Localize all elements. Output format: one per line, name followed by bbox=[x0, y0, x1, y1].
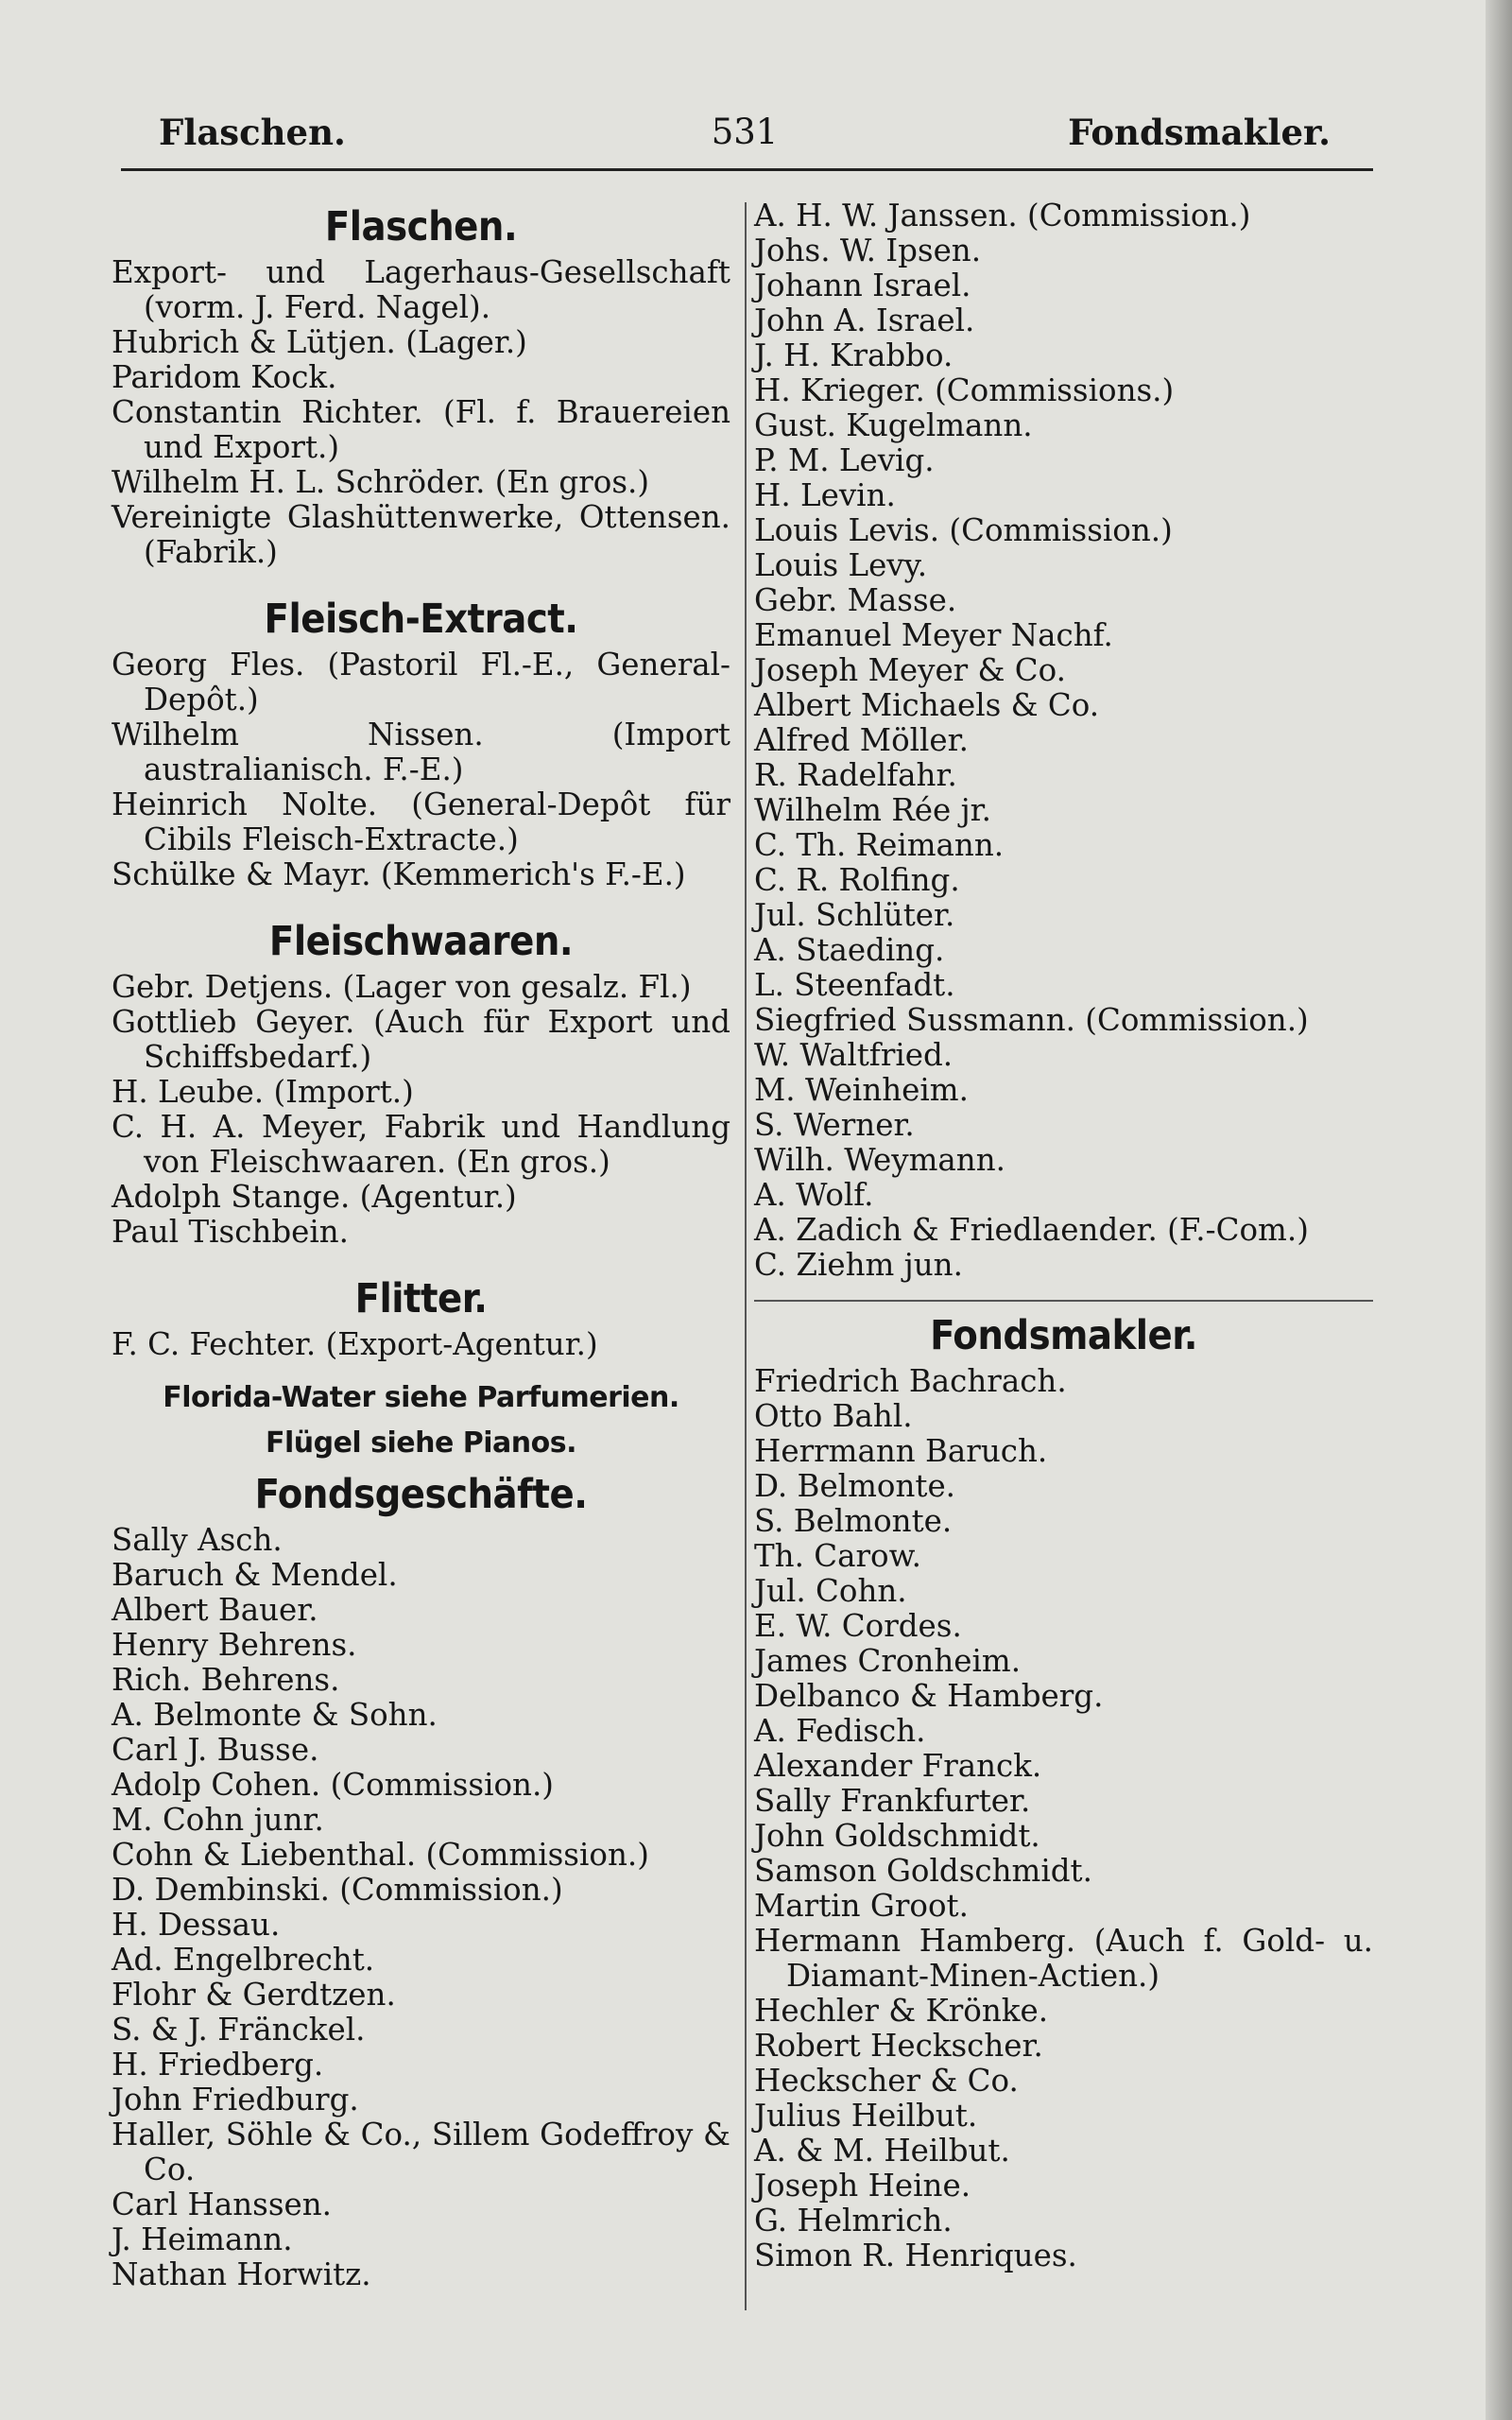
directory-entry: W. Waltfried. bbox=[754, 1037, 954, 1073]
directory-entry: S. & J. Fränckel. bbox=[112, 2012, 366, 2048]
spacer bbox=[112, 1362, 730, 1375]
directory-entry: Louis Levis. (Commission.) bbox=[754, 512, 1173, 548]
directory-entry: Robert Heckscher. bbox=[754, 2028, 1043, 2064]
directory-entry: Wilhelm H. L. Schröder. (En gros.) bbox=[112, 464, 650, 500]
directory-entry: Herrmann Baruch. bbox=[754, 1433, 1048, 1469]
directory-entry: A. H. W. Janssen. (Commission.) bbox=[754, 198, 1251, 233]
directory-entry: E. W. Cordes. bbox=[754, 1608, 962, 1644]
directory-entry: Sally Asch. bbox=[112, 1522, 283, 1558]
running-header bbox=[121, 112, 1368, 168]
directory-entry: Martin Groot. bbox=[754, 1888, 969, 1924]
directory-entry: Hubrich & Lütjen. (Lager.) bbox=[112, 324, 527, 360]
directory-entry: Rich. Behrens. bbox=[112, 1662, 340, 1698]
directory-entry: Simon R. Henriques. bbox=[754, 2238, 1077, 2273]
directory-entry: Carl Hanssen. bbox=[112, 2187, 333, 2222]
directory-entry: L. Steenfadt. bbox=[754, 967, 955, 1003]
right-column bbox=[754, 199, 1373, 2273]
directory-entry: Ad. Engelbrecht. bbox=[112, 1942, 375, 1978]
directory-entry: A. Wolf. bbox=[754, 1177, 874, 1213]
directory-entry: A. Belmonte & Sohn. bbox=[112, 1697, 438, 1733]
list-fondsgeschaefte bbox=[112, 1523, 730, 2292]
directory-entry: A. Fedisch. bbox=[754, 1713, 926, 1749]
directory-entry: Export- und Lagerhaus-Gesellschaft (vorm. J. Ferd. Nagel). bbox=[112, 254, 730, 325]
directory-entry: Gebr. Detjens. (Lager von gesalz. Fl.) bbox=[112, 969, 692, 1005]
left-column bbox=[112, 199, 730, 2292]
directory-entry: Schülke & Mayr. (Kemmerich's F.-E.) bbox=[112, 856, 686, 892]
directory-entry: R. Radelfahr. bbox=[754, 757, 957, 793]
directory-entry: D. Belmonte. bbox=[754, 1468, 956, 1504]
directory-entry: C. H. A. Meyer, Fabrik und Handlung von Fleischwaaren. (En gros.) bbox=[112, 1109, 730, 1180]
directory-entry: Joseph Heine. bbox=[754, 2168, 971, 2204]
directory-entry: H. Friedberg. bbox=[112, 2047, 324, 2083]
page-edge bbox=[1486, 0, 1512, 2420]
directory-entry: Hermann Hamberg. (Auch f. Gold- u. Diamant-Minen-Actien.) bbox=[754, 1923, 1373, 1994]
list-fondsgeschaefte-continued bbox=[754, 199, 1373, 1283]
directory-entry: D. Dembinski. (Commission.) bbox=[112, 1872, 563, 1908]
directory-entry: Henry Behrens. bbox=[112, 1627, 357, 1663]
section-title-flaschen: Flaschen. bbox=[324, 203, 518, 251]
directory-entry: Paridom Kock. bbox=[112, 359, 337, 395]
directory-entry: Alfred Möller. bbox=[754, 722, 969, 758]
directory-entry: Emanuel Meyer Nachf. bbox=[754, 617, 1113, 653]
directory-entry: Georg Fles. (Pastoril Fl.-E., General-Depôt.) bbox=[112, 647, 730, 717]
spacer bbox=[112, 1250, 730, 1270]
cross-reference-fluegel: Flügel siehe Pianos. bbox=[265, 1426, 577, 1460]
directory-entry: H. Krieger. (Commissions.) bbox=[754, 372, 1175, 408]
section-title-fleischwaaren: Fleischwaaren. bbox=[268, 918, 574, 965]
cross-reference-florida-water: Florida-Water siehe Parfumerien. bbox=[163, 1381, 679, 1414]
directory-entry: C. Th. Reimann. bbox=[754, 827, 1005, 863]
directory-entry: M. Cohn junr. bbox=[112, 1802, 324, 1838]
directory-entry: Hechler & Krönke. bbox=[754, 1993, 1049, 2029]
directory-entry: Th. Carow. bbox=[754, 1538, 921, 1574]
directory-entry: H. Levin. bbox=[754, 477, 896, 513]
directory-entry: Jul. Cohn. bbox=[754, 1573, 907, 1609]
directory-entry: Alexander Franck. bbox=[754, 1748, 1042, 1784]
directory-entry: H. Dessau. bbox=[112, 1907, 281, 1943]
directory-entry: A. Staeding. bbox=[754, 932, 945, 968]
directory-entry: Wilhelm Rée jr. bbox=[754, 792, 991, 828]
directory-entry: Siegfried Sussmann. (Commission.) bbox=[754, 1002, 1309, 1038]
directory-entry: Paul Tischbein. bbox=[112, 1214, 350, 1250]
column-divider bbox=[745, 202, 747, 2310]
directory-entry: Friedrich Bachrach. bbox=[754, 1363, 1067, 1399]
spacer bbox=[112, 892, 730, 913]
directory-entry: A. & M. Heilbut. bbox=[754, 2133, 1010, 2169]
header-right-keyword: Fondsmakler. bbox=[1068, 112, 1331, 153]
directory-entry: A. Zadich & Friedlaender. (F.-Com.) bbox=[754, 1212, 1309, 1248]
directory-entry: James Cronheim. bbox=[754, 1643, 1022, 1679]
directory-entry: S. Werner. bbox=[754, 1107, 915, 1143]
directory-entry: Albert Michaels & Co. bbox=[754, 687, 1100, 723]
directory-entry: J. Heimann. bbox=[112, 2221, 293, 2257]
directory-entry: C. R. Rolfing. bbox=[754, 862, 960, 898]
directory-entry: S. Belmonte. bbox=[754, 1503, 953, 1539]
directory-entry: H. Leube. (Import.) bbox=[112, 1074, 414, 1110]
section-title-fleisch-extract: Fleisch-Extract. bbox=[264, 596, 578, 643]
directory-entry: Gebr. Masse. bbox=[754, 582, 957, 618]
directory-entry: Jul. Schlüter. bbox=[754, 897, 955, 933]
directory-entry: Constantin Richter. (Fl. f. Brauereien und Export.) bbox=[112, 394, 730, 465]
list-fleischwaaren bbox=[112, 970, 730, 1250]
directory-entry: F. C. Fechter. (Export-Agentur.) bbox=[112, 1326, 598, 1362]
directory-entry: John Friedburg. bbox=[112, 2082, 359, 2118]
directory-entry: C. Ziehm jun. bbox=[754, 1247, 963, 1283]
header-rule bbox=[121, 168, 1373, 171]
directory-entry: John Goldschmidt. bbox=[754, 1818, 1040, 1854]
directory-entry: J. H. Krabbo. bbox=[754, 337, 954, 373]
section-title-fondsmakler: Fondsmakler. bbox=[930, 1312, 1197, 1359]
directory-entry: Adolph Stange. (Agentur.) bbox=[112, 1179, 517, 1215]
directory-entry: M. Weinheim. bbox=[754, 1072, 969, 1108]
directory-entry: Cohn & Liebenthal. (Commission.) bbox=[112, 1837, 649, 1873]
directory-entry: Flohr & Gerdtzen. bbox=[112, 1977, 396, 2013]
directory-entry: Wilh. Weymann. bbox=[754, 1142, 1005, 1178]
directory-entry: Gust. Kugelmann. bbox=[754, 407, 1033, 443]
directory-entry: Albert Bauer. bbox=[112, 1592, 318, 1628]
section-title-flitter: Flitter. bbox=[354, 1275, 488, 1322]
list-flitter bbox=[112, 1327, 730, 1362]
page-number: 531 bbox=[711, 112, 779, 152]
directory-entry: Julius Heilbut. bbox=[754, 2098, 978, 2134]
list-fondsmakler bbox=[754, 1364, 1373, 2273]
section-title-fondsgeschaefte: Fondsgeschäfte. bbox=[254, 1471, 588, 1518]
directory-entry: Gottlieb Geyer. (Auch für Export und Schiffsbedarf.) bbox=[112, 1004, 730, 1075]
directory-entry: John A. Israel. bbox=[754, 302, 975, 338]
header-left-keyword: Flaschen. bbox=[159, 112, 346, 153]
directory-entry: Joseph Meyer & Co. bbox=[754, 652, 1066, 688]
directory-entry: Otto Bahl. bbox=[754, 1398, 913, 1434]
directory-entry: Adolp Cohen. (Commission.) bbox=[112, 1767, 554, 1803]
directory-entry: Heckscher & Co. bbox=[754, 2063, 1019, 2099]
directory-entry: G. Helmrich. bbox=[754, 2203, 953, 2238]
directory-entry: Baruch & Mendel. bbox=[112, 1557, 398, 1593]
directory-entry: P. M. Levig. bbox=[754, 442, 935, 478]
directory-entry: Heinrich Nolte. (General-Depôt für Cibils Fleisch-Extracte.) bbox=[112, 786, 730, 857]
section-divider bbox=[754, 1300, 1373, 1302]
list-flaschen bbox=[112, 255, 730, 570]
directory-entry: Haller, Söhle & Co., Sillem Godeffroy & Co. bbox=[112, 2117, 730, 2187]
directory-entry: Johann Israel. bbox=[754, 268, 971, 303]
directory-entry: Louis Levy. bbox=[754, 547, 928, 583]
directory-entry: Samson Goldschmidt. bbox=[754, 1853, 1092, 1889]
directory-entry: Johs. W. Ipsen. bbox=[754, 233, 982, 268]
directory-entry: Delbanco & Hamberg. bbox=[754, 1678, 1104, 1714]
spacer bbox=[112, 570, 730, 591]
directory-entry: Vereinigte Glashüttenwerke, Ottensen. (Fabrik.) bbox=[112, 499, 730, 570]
directory-entry: Carl J. Busse. bbox=[112, 1732, 319, 1768]
directory-entry: Sally Frankfurter. bbox=[754, 1783, 1031, 1819]
directory-entry: Wilhelm Nissen. (Import australianisch. F.-E.) bbox=[112, 717, 730, 787]
list-fleisch-extract bbox=[112, 648, 730, 892]
directory-entry: Nathan Horwitz. bbox=[112, 2256, 371, 2292]
